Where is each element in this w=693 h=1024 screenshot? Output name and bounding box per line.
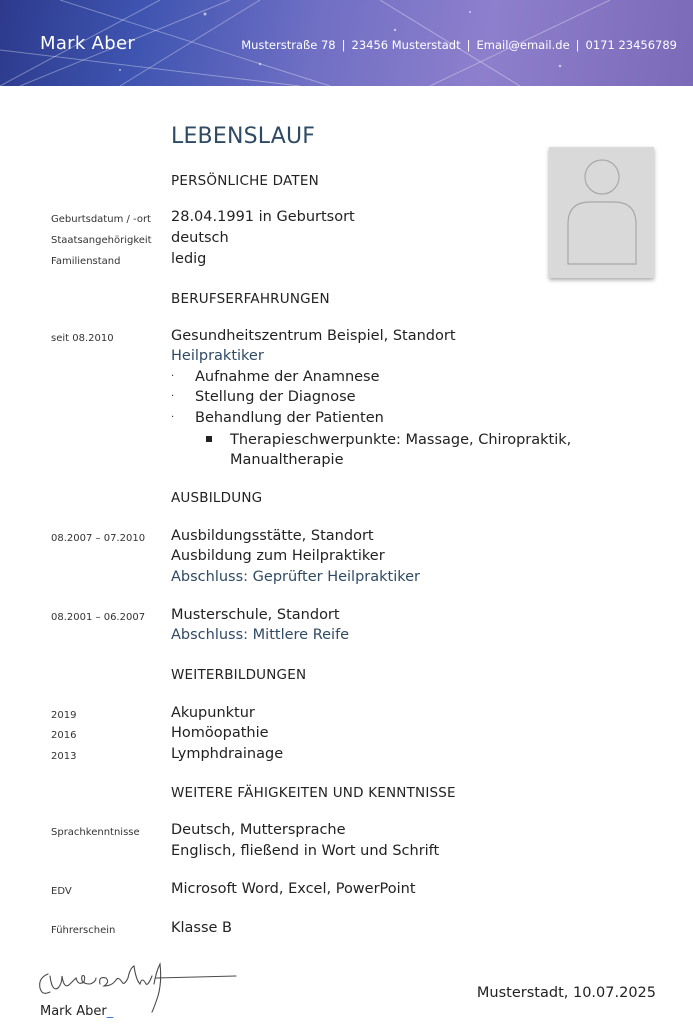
profile-photo-placeholder xyxy=(549,147,654,278)
education-degree: Abschluss: Mittlere Reife xyxy=(171,627,350,643)
value-license: Klasse B xyxy=(171,920,233,936)
signer-name xyxy=(40,1004,113,1019)
header-name: Mark Aber xyxy=(40,33,136,54)
bullet-text: Aufnahme der Anamnese xyxy=(195,369,380,385)
training-title: Lymphdrainage xyxy=(171,746,284,762)
value-birth: 28.04.1991 in Geburtsort xyxy=(171,209,355,225)
training-year: 2019 xyxy=(51,710,77,721)
sub-bullet-text: Therapieschwerpunkte: Massage, Chiropraktik, Manualtherapie xyxy=(230,432,572,468)
section-heading-training: WEITERBILDUNGEN xyxy=(171,667,307,683)
education-degree: Abschluss: Geprüfter Heilpraktiker xyxy=(171,569,421,585)
header-email[interactable]: Email@email.de xyxy=(476,38,570,52)
text-cursor: _ xyxy=(106,1004,114,1019)
training-title: Homöopathie xyxy=(171,725,269,741)
label-license: Führerschein xyxy=(51,925,116,936)
education-date: 08.2007 – 07.2010 xyxy=(51,533,146,544)
header-address: Musterstraße 78 xyxy=(241,38,336,52)
header-separator: | xyxy=(341,38,346,52)
value-language: Englisch, fließend in Wort und Schrift xyxy=(171,843,440,859)
header-phone: 0171 23456789 xyxy=(585,38,677,52)
square-bullet-icon xyxy=(206,436,212,442)
experience-date: seit 08.2010 xyxy=(51,333,114,344)
label-it: EDV xyxy=(51,886,72,897)
label-languages: Sprachkenntnisse xyxy=(51,827,140,838)
training-year: 2016 xyxy=(51,730,77,741)
value-nationality: deutsch xyxy=(171,230,229,246)
signer-name-text: Mark Aber xyxy=(40,1004,107,1019)
experience-bullet xyxy=(171,410,384,426)
education-institution: Ausbildungsstätte, Standort xyxy=(171,528,374,544)
bullet-dot-icon: · xyxy=(171,391,175,402)
header-banner xyxy=(0,0,693,86)
section-heading-experience: BERUFSERFAHRUNGEN xyxy=(171,291,330,307)
value-it: Microsoft Word, Excel, PowerPoint xyxy=(171,881,416,897)
bullet-dot-icon: · xyxy=(171,412,175,423)
training-title: Akupunktur xyxy=(171,705,255,721)
education-date: 08.2001 – 06.2007 xyxy=(51,612,146,623)
experience-bullet xyxy=(171,369,380,385)
header-separator: | xyxy=(466,38,471,52)
label-nationality: Staatsangehörigkeit xyxy=(51,235,152,246)
header-contact xyxy=(241,38,677,52)
bullet-dot-icon: · xyxy=(171,371,175,382)
value-marital-status: ledig xyxy=(171,251,207,267)
bullet-text: Behandlung der Patienten xyxy=(195,410,384,426)
experience-employer: Gesundheitszentrum Beispiel, Standort xyxy=(171,328,456,344)
section-heading-skills: WEITERE FÄHIGKEITEN UND KENNTNISSE xyxy=(171,785,456,801)
header-city: 23456 Musterstadt xyxy=(351,38,461,52)
experience-role: Heilpraktiker xyxy=(171,348,264,364)
section-heading-education: AUSBILDUNG xyxy=(171,490,263,506)
bullet-text: Stellung der Diagnose xyxy=(195,389,356,405)
education-program: Ausbildung zum Heilpraktiker xyxy=(171,548,385,564)
label-marital-status: Familienstand xyxy=(51,256,121,267)
training-year: 2013 xyxy=(51,751,77,762)
place-and-date: Musterstadt, 10.07.2025 xyxy=(476,985,656,1001)
education-institution: Musterschule, Standort xyxy=(171,607,340,623)
header-separator: | xyxy=(575,38,580,52)
experience-bullet xyxy=(171,389,356,405)
page-title: LEBENSLAUF xyxy=(171,124,316,149)
section-heading-personal: PERSÖNLICHE DATEN xyxy=(171,173,319,189)
label-birth: Geburtsdatum / -ort xyxy=(51,214,151,225)
value-language: Deutsch, Muttersprache xyxy=(171,822,346,838)
avatar-icon xyxy=(549,147,654,278)
